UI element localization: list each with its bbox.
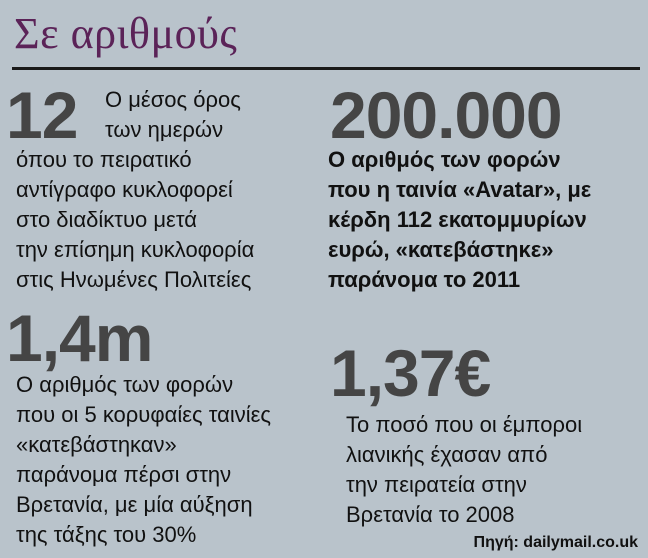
- stat-text-days-cont: [16, 145, 254, 295]
- stat-value-top5: 1,4m: [6, 301, 153, 375]
- stat-value-avatar: 200.000: [330, 78, 562, 152]
- stat-line: που οι 5 κορυφαίες ταινίες: [16, 402, 272, 427]
- stat-line: όπου το πειρατικό: [16, 147, 192, 172]
- stat-line: στο διαδίκτυο μετά: [16, 207, 197, 232]
- stat-text-days: [105, 85, 241, 145]
- stat-line: παράνομα πέρσι στην: [16, 462, 232, 487]
- stat-line: Ο αριθμός των φορών: [16, 372, 234, 397]
- stat-text-avatar: [328, 145, 591, 295]
- stat-line: ευρώ, «κατεβάστηκε»: [328, 237, 554, 262]
- stat-text-retail-loss: [346, 410, 582, 530]
- stat-line: που η ταινία «Avatar», με: [328, 177, 592, 202]
- source-credit: Πηγή: dailymail.co.uk: [473, 534, 638, 551]
- stat-line: κέρδη 112 εκατομμυρίων: [328, 207, 587, 232]
- stat-line: παράνομα το 2011: [328, 267, 521, 292]
- stat-line: Το ποσό που οι έμποροι: [346, 412, 583, 437]
- stat-line: της τάξης του 30%: [16, 522, 197, 547]
- stat-line: την επίσημη κυκλοφορία: [16, 237, 255, 262]
- stat-text-top5: [16, 370, 271, 550]
- stat-line: «κατεβάστηκαν»: [16, 432, 177, 457]
- stat-line: Ο αριθμός των φορών: [328, 147, 561, 172]
- stat-line: λιανικής έχασαν από: [346, 442, 548, 467]
- stat-line: Βρετανία, με μία αύξηση: [16, 492, 253, 517]
- page-title: Σε αριθμούς: [14, 9, 238, 58]
- stat-line: την πειρατεία στην: [346, 472, 527, 497]
- stat-line: στις Ηνωμένες Πολιτείες: [16, 267, 252, 292]
- title-divider: [12, 67, 640, 70]
- stat-line: των ημερών: [105, 117, 224, 142]
- stat-line: Ο μέσος όρος: [105, 87, 241, 112]
- stat-line: Βρετανία το 2008: [346, 502, 515, 527]
- stat-value-days: 12: [6, 78, 78, 152]
- stat-value-retail-loss: 1,37€: [330, 336, 491, 410]
- stat-line: αντίγραφο κυκλοφορεί: [16, 177, 233, 202]
